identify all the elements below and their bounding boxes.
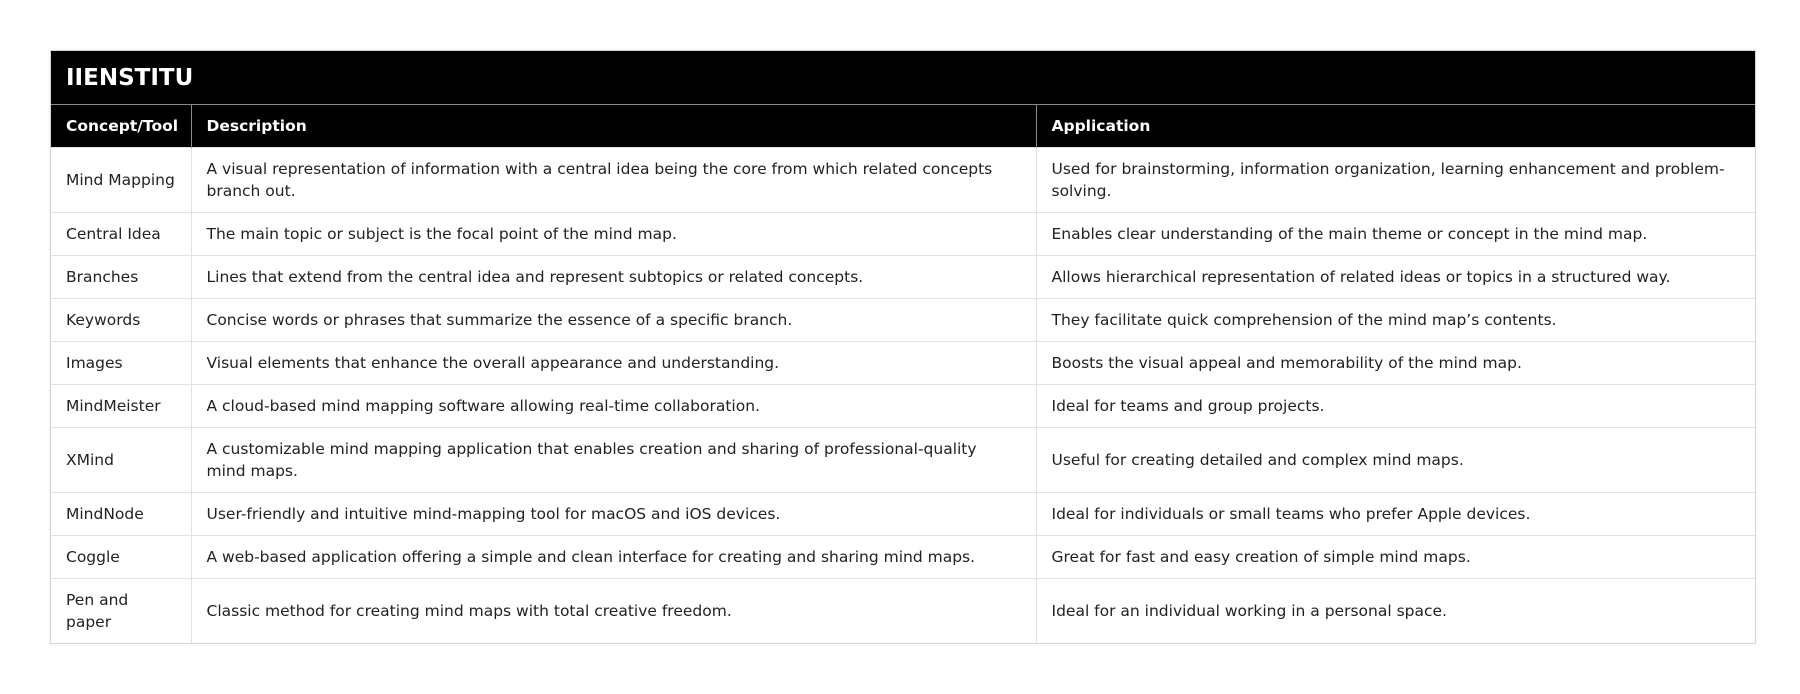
cell-concept: Central Idea xyxy=(51,212,191,255)
header-row xyxy=(51,105,1755,147)
table-row xyxy=(51,427,1755,492)
cell-application: They facilitate quick comprehension of the mind map’s contents. xyxy=(1036,298,1755,341)
table-row xyxy=(51,341,1755,384)
cell-application: Allows hierarchical representation of related ideas or topics in a structured way. xyxy=(1036,255,1755,298)
cell-description: A web-based application offering a simple and clean interface for creating and sharing mind maps. xyxy=(191,535,1036,578)
cell-description: Classic method for creating mind maps with total creative freedom. xyxy=(191,578,1036,643)
cell-description: A customizable mind mapping application that enables creation and sharing of professional-quality mind maps. xyxy=(191,427,1036,492)
cell-concept: MindNode xyxy=(51,492,191,535)
header-concept-tool: Concept/Tool xyxy=(51,105,191,147)
table-row xyxy=(51,255,1755,298)
cell-description: Concise words or phrases that summarize the essence of a specific branch. xyxy=(191,298,1036,341)
concept-table xyxy=(50,50,1756,644)
cell-concept: XMind xyxy=(51,427,191,492)
cell-concept: Coggle xyxy=(51,535,191,578)
cell-application: Ideal for teams and group projects. xyxy=(1036,384,1755,427)
table-row xyxy=(51,298,1755,341)
table-row xyxy=(51,535,1755,578)
cell-concept: Images xyxy=(51,341,191,384)
table-row xyxy=(51,384,1755,427)
table-row xyxy=(51,578,1755,643)
cell-application: Used for brainstorming, information organization, learning enhancement and problem-solving. xyxy=(1036,147,1755,212)
table-row xyxy=(51,147,1755,212)
header-description: Description xyxy=(191,105,1036,147)
cell-description: A cloud-based mind mapping software allowing real-time collaboration. xyxy=(191,384,1036,427)
cell-concept: Pen and paper xyxy=(51,578,191,643)
cell-concept: Mind Mapping xyxy=(51,147,191,212)
cell-application: Useful for creating detailed and complex mind maps. xyxy=(1036,427,1755,492)
cell-application: Ideal for an individual working in a personal space. xyxy=(1036,578,1755,643)
cell-concept: Branches xyxy=(51,255,191,298)
header-application: Application xyxy=(1036,105,1755,147)
table-row xyxy=(51,212,1755,255)
cell-concept: MindMeister xyxy=(51,384,191,427)
table-title: IIENSTITU xyxy=(51,51,1755,105)
cell-application: Ideal for individuals or small teams who prefer Apple devices. xyxy=(1036,492,1755,535)
cell-description: A visual representation of information with a central idea being the core from which related concepts branch out. xyxy=(191,147,1036,212)
cell-application: Boosts the visual appeal and memorability of the mind map. xyxy=(1036,341,1755,384)
cell-concept: Keywords xyxy=(51,298,191,341)
cell-description: The main topic or subject is the focal point of the mind map. xyxy=(191,212,1036,255)
data-table xyxy=(51,105,1755,643)
cell-description: User-friendly and intuitive mind-mapping tool for macOS and iOS devices. xyxy=(191,492,1036,535)
cell-application: Great for fast and easy creation of simple mind maps. xyxy=(1036,535,1755,578)
cell-description: Lines that extend from the central idea and represent subtopics or related concepts. xyxy=(191,255,1036,298)
cell-application: Enables clear understanding of the main theme or concept in the mind map. xyxy=(1036,212,1755,255)
cell-description: Visual elements that enhance the overall appearance and understanding. xyxy=(191,341,1036,384)
table-row xyxy=(51,492,1755,535)
